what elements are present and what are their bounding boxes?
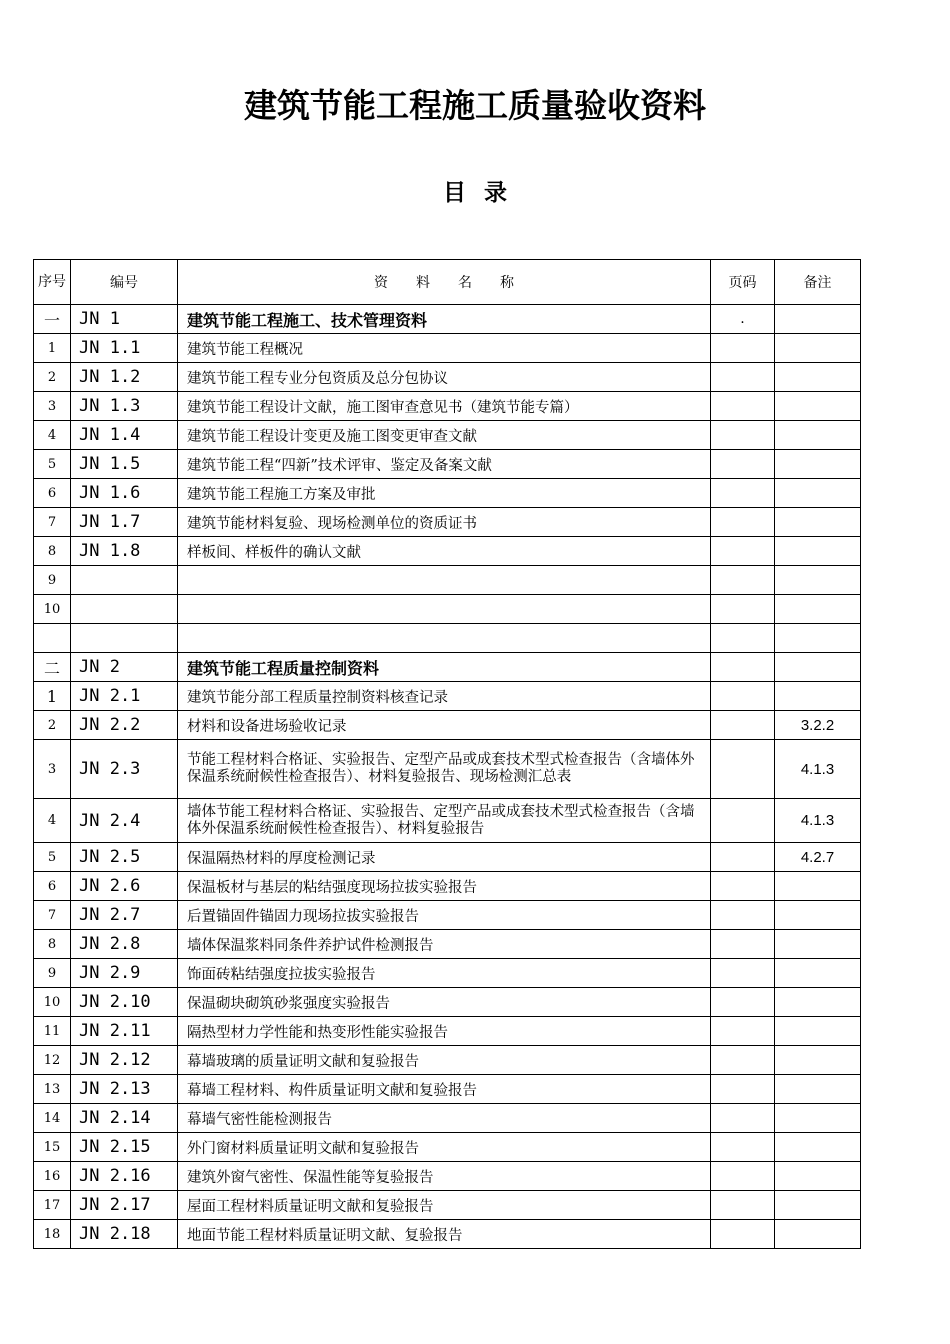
cell-name: 幕墙玻璃的质量证明文献和复验报告 [178,1046,711,1075]
cell-remark: 4.1.3 [775,740,861,799]
table-row [34,450,861,479]
cell-name: 保温板材与基层的粘结强度现场拉拔实验报告 [178,872,711,901]
cell-seq: 8 [34,537,71,566]
table-row [34,740,861,799]
table-row [34,363,861,392]
cell-remark [775,392,861,421]
table-row [34,959,861,988]
cell-remark [775,682,861,711]
subtitle-char: 目 [443,180,466,206]
cell-page [711,392,775,421]
cell-code: JN 1.5 [71,450,178,479]
table-row [34,711,861,740]
cell-page [711,843,775,872]
cell-remark [775,872,861,901]
cell-page [711,799,775,843]
table-row [34,624,861,653]
cell-page [711,508,775,537]
cell-code: JN 2.16 [71,1162,178,1191]
table-row [34,1104,861,1133]
cell-seq: 12 [34,1046,71,1075]
cell-seq: 5 [34,450,71,479]
cell-seq: 15 [34,1133,71,1162]
cell-seq: 9 [34,959,71,988]
cell-name: 建筑节能工程设计变更及施工图变更审查文献 [178,421,711,450]
cell-seq: 2 [34,711,71,740]
cell-code: JN 1.1 [71,334,178,363]
cell-page [711,450,775,479]
cell-code: JN 2.12 [71,1046,178,1075]
cell-seq: 10 [34,595,71,624]
header-code: 编号 [71,260,178,305]
cell-seq: 5 [34,843,71,872]
table-row [34,1162,861,1191]
table-row [34,1075,861,1104]
header-name-char: 资 [374,275,388,291]
cell-page [711,1104,775,1133]
cell-name: 建筑节能工程设计文献，施工图审查意见书（建筑节能专篇） [178,392,711,421]
cell-remark [775,334,861,363]
cell-name: 饰面砖粘结强度拉拔实验报告 [178,959,711,988]
cell-code: JN 2.8 [71,930,178,959]
table-row [34,1017,861,1046]
cell-name: 保温隔热材料的厚度检测记录 [178,843,711,872]
cell-seq: 7 [34,901,71,930]
cell-seq: 4 [34,799,71,843]
table-row [34,843,861,872]
cell-seq [34,624,71,653]
cell-remark: 3.2.2 [775,711,861,740]
cell-remark: 4.1.3 [775,799,861,843]
cell-remark [775,537,861,566]
cell-code: JN 2.4 [71,799,178,843]
table-row [34,392,861,421]
cell-seq: 7 [34,508,71,537]
cell-name: 保温砌块砌筑砂浆强度实验报告 [178,988,711,1017]
table-row [34,479,861,508]
table-row [34,334,861,363]
cell-name: 墙体节能工程材料合格证、实验报告、定型产品或成套技术型式检查报告（含墙体外保温系统耐候性检查报告）、材料复验报告 [178,799,711,843]
cell-name: 建筑节能工程“四新”技术评审、鉴定及备案文献 [178,450,711,479]
cell-code: JN 2 [71,653,178,682]
cell-remark [775,1046,861,1075]
cell-name: 地面节能工程材料质量证明文献、复验报告 [178,1220,711,1249]
cell-seq: 16 [34,1162,71,1191]
document-title: 建筑节能工程施工质量验收资料 [244,86,706,125]
cell-page [711,682,775,711]
cell-page [711,624,775,653]
cell-code [71,566,178,595]
cell-name: 建筑节能工程质量控制资料 [178,653,711,682]
cell-page [711,1075,775,1104]
header-remark: 备注 [775,260,861,305]
cell-seq: 10 [34,988,71,1017]
cell-code: JN 2.17 [71,1191,178,1220]
cell-code: JN 1 [71,305,178,334]
cell-code [71,624,178,653]
cell-code: JN 2.14 [71,1104,178,1133]
cell-code: JN 2.11 [71,1017,178,1046]
cell-code: JN 2.15 [71,1133,178,1162]
cell-code: JN 1.7 [71,508,178,537]
cell-code: JN 1.2 [71,363,178,392]
cell-remark: 4.2.7 [775,843,861,872]
cell-code: JN 2.5 [71,843,178,872]
header-seq: 序号 [34,260,71,305]
cell-code: JN 2.6 [71,872,178,901]
header-name-char: 称 [500,275,514,291]
table-row [34,595,861,624]
cell-name: 建筑节能分部工程质量控制资料核查记录 [178,682,711,711]
cell-code: JN 1.8 [71,537,178,566]
cell-seq: 2 [34,363,71,392]
table-row [34,1046,861,1075]
table-row [34,1220,861,1249]
cell-seq: 1 [34,682,71,711]
document-subtitle [0,174,950,207]
cell-remark [775,653,861,682]
table-row [34,901,861,930]
cell-name: 建筑节能工程施工方案及审批 [178,479,711,508]
cell-page [711,363,775,392]
cell-remark [775,1162,861,1191]
cell-seq: 17 [34,1191,71,1220]
cell-remark [775,901,861,930]
cell-remark [775,450,861,479]
cell-remark [775,421,861,450]
cell-seq: 13 [34,1075,71,1104]
cell-seq: 6 [34,479,71,508]
cell-name: 节能工程材料合格证、实验报告、定型产品或成套技术型式检查报告（含墙体外保温系统耐候性检查报告）、材料复验报告、现场检测汇总表 [178,740,711,799]
cell-remark [775,1191,861,1220]
cell-code: JN 2.1 [71,682,178,711]
cell-name: 建筑外窗气密性、保温性能等复验报告 [178,1162,711,1191]
contents-table [33,259,861,1249]
cell-seq: 3 [34,740,71,799]
cell-name [178,595,711,624]
cell-seq: 4 [34,421,71,450]
cell-name: 幕墙气密性能检测报告 [178,1104,711,1133]
cell-page [711,740,775,799]
cell-name: 建筑节能工程概况 [178,334,711,363]
cell-page [711,959,775,988]
cell-name: 建筑节能材料复验、现场检测单位的资质证书 [178,508,711,537]
cell-name: 幕墙工程材料、构件质量证明文献和复验报告 [178,1075,711,1104]
table-row [34,566,861,595]
cell-name: 墙体保温浆料同条件养护试件检测报告 [178,930,711,959]
cell-page [711,1162,775,1191]
cell-code: JN 2.7 [71,901,178,930]
header-page: 页码 [711,260,775,305]
cell-page: . [711,305,775,334]
cell-remark [775,1133,861,1162]
cell-code: JN 2.9 [71,959,178,988]
cell-remark [775,595,861,624]
cell-remark [775,1075,861,1104]
cell-seq: 6 [34,872,71,901]
cell-name: 屋面工程材料质量证明文献和复验报告 [178,1191,711,1220]
cell-seq: 18 [34,1220,71,1249]
cell-name: 建筑节能工程专业分包资质及总分包协议 [178,363,711,392]
header-name-char: 名 [458,275,472,291]
cell-page [711,566,775,595]
table-row [34,988,861,1017]
cell-remark [775,508,861,537]
table-row [34,1191,861,1220]
cell-code: JN 1.3 [71,392,178,421]
cell-page [711,1133,775,1162]
cell-page [711,1017,775,1046]
cell-page [711,479,775,508]
cell-code: JN 1.6 [71,479,178,508]
cell-remark [775,305,861,334]
cell-code: JN 1.4 [71,421,178,450]
cell-page [711,988,775,1017]
subtitle-char: 录 [484,180,507,206]
table-header-row [34,260,861,305]
table-row [34,682,861,711]
table-row [34,1133,861,1162]
cell-page [711,334,775,363]
cell-name: 材料和设备进场验收记录 [178,711,711,740]
table-row [34,799,861,843]
header-name-char: 料 [416,275,430,291]
table-row [34,537,861,566]
cell-page [711,1191,775,1220]
cell-code: JN 2.10 [71,988,178,1017]
cell-remark [775,1220,861,1249]
cell-seq: 1 [34,334,71,363]
cell-remark [775,988,861,1017]
cell-remark [775,479,861,508]
cell-remark [775,930,861,959]
cell-page [711,1220,775,1249]
cell-name [178,566,711,595]
cell-code: JN 2.2 [71,711,178,740]
cell-page [711,653,775,682]
cell-code: JN 2.13 [71,1075,178,1104]
cell-page [711,901,775,930]
cell-page [711,1046,775,1075]
cell-code [71,595,178,624]
cell-remark [775,363,861,392]
header-name [178,260,711,305]
cell-seq: 8 [34,930,71,959]
cell-name: 样板间、样板件的确认文献 [178,537,711,566]
cell-seq: 3 [34,392,71,421]
cell-remark [775,959,861,988]
cell-name: 隔热型材力学性能和热变形性能实验报告 [178,1017,711,1046]
cell-seq: 二 [34,653,71,682]
cell-remark [775,624,861,653]
cell-seq: 9 [34,566,71,595]
cell-page [711,537,775,566]
table-row [34,930,861,959]
cell-code: JN 2.3 [71,740,178,799]
cell-code: JN 2.18 [71,1220,178,1249]
cell-name [178,624,711,653]
cell-remark [775,566,861,595]
cell-page [711,421,775,450]
cell-page [711,711,775,740]
cell-page [711,930,775,959]
cell-page [711,872,775,901]
table-row [34,872,861,901]
table-row [34,421,861,450]
section-row [34,653,861,682]
cell-name: 外门窗材料质量证明文献和复验报告 [178,1133,711,1162]
cell-remark [775,1017,861,1046]
table-row [34,508,861,537]
cell-remark [775,1104,861,1133]
cell-seq: 11 [34,1017,71,1046]
cell-seq: 一 [34,305,71,334]
cell-page [711,595,775,624]
cell-seq: 14 [34,1104,71,1133]
section-row [34,305,861,334]
cell-name: 建筑节能工程施工、技术管理资料 [178,305,711,334]
cell-name: 后置锚固件锚固力现场拉拔实验报告 [178,901,711,930]
